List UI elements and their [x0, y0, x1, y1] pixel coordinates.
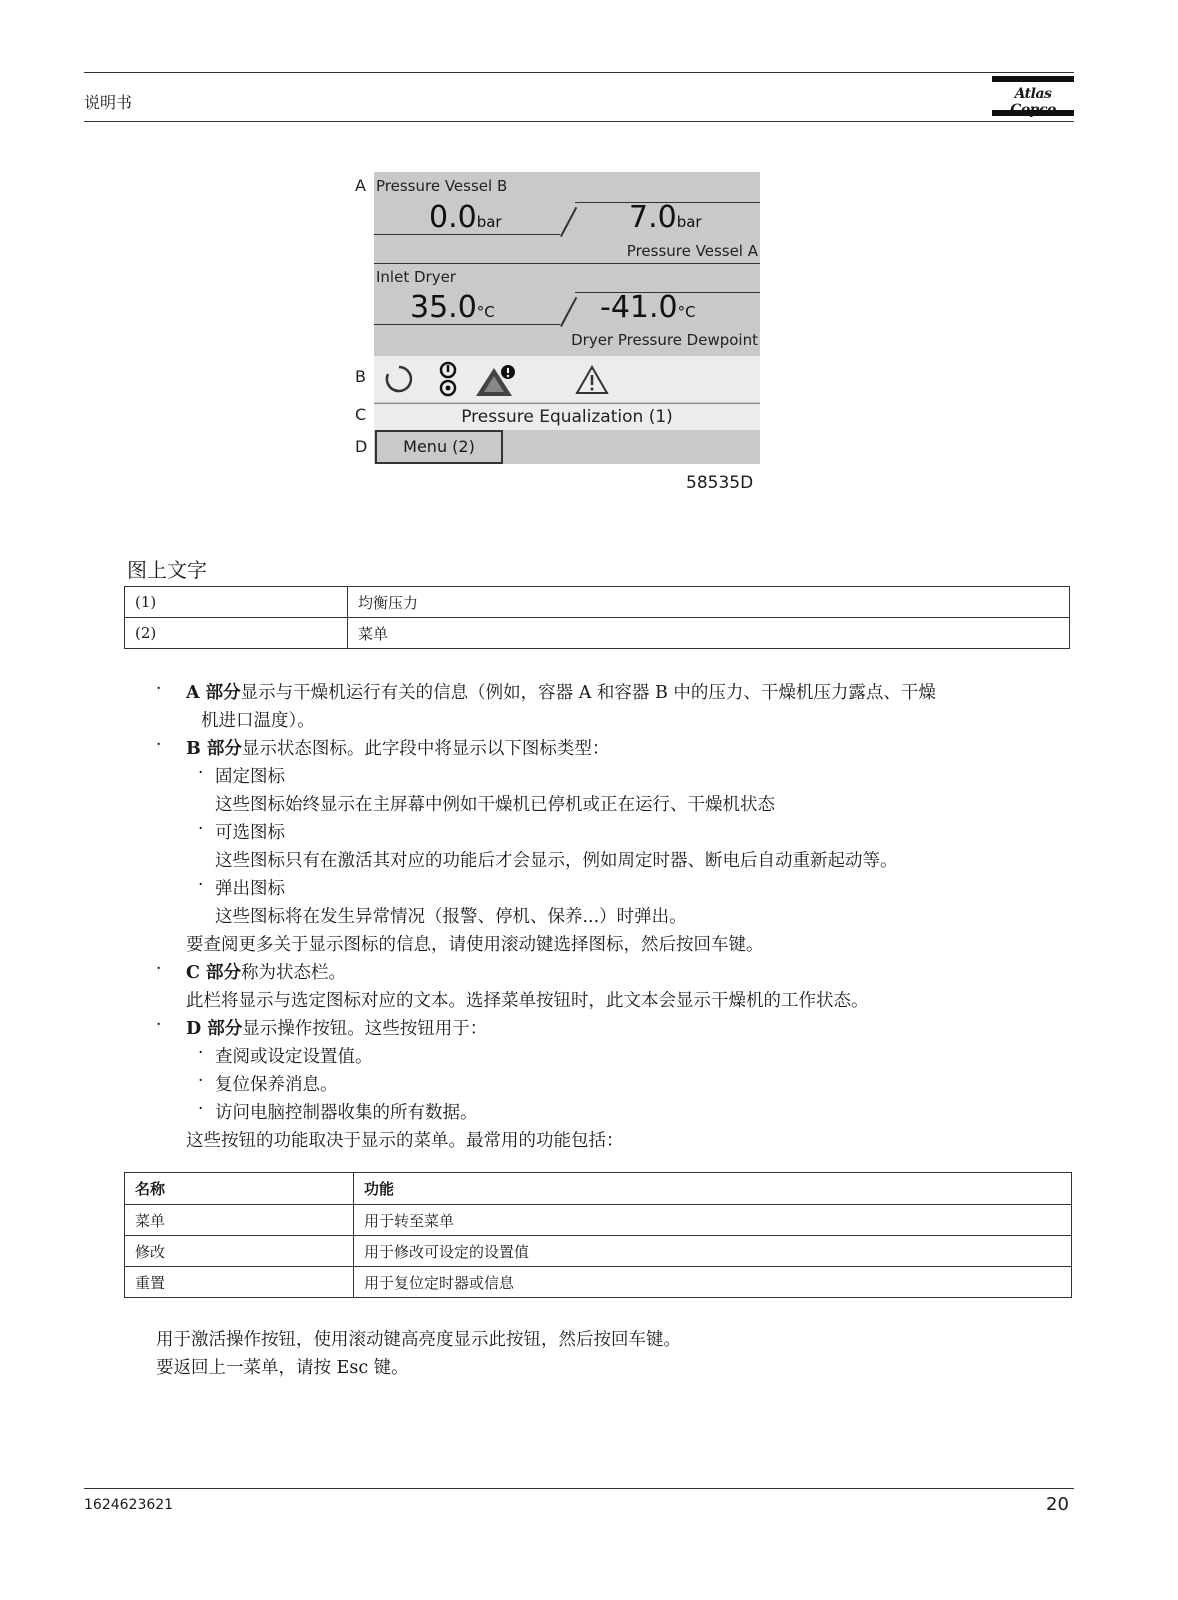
footer-rule [84, 1488, 1074, 1489]
figure-label-b: B [355, 367, 366, 386]
section-d-sub3: 访问电脑控制器收集的所有数据。 [215, 1103, 478, 1123]
section-b-note: 要查阅更多关于显示图标的信息，请使用滚动键选择图标，然后按回车键。 [186, 935, 764, 955]
section-a-line1 [186, 679, 936, 707]
closing-line1: 用于激活操作按钮，使用滚动键高亮度显示此按钮，然后按回车键。 [156, 1330, 681, 1350]
section-title: 图上文字 [127, 558, 207, 582]
section-a-panel [374, 172, 760, 354]
header-top-rule [84, 72, 1074, 73]
section-d-sub2: 复位保养消息。 [215, 1075, 338, 1095]
vessel-b-reading [429, 200, 502, 235]
legend-table [124, 586, 1070, 649]
function-name: 修改 [125, 1236, 354, 1267]
cycle-icon [384, 364, 414, 394]
table-row [125, 587, 1070, 618]
table-row [125, 1267, 1072, 1298]
controller-display [374, 172, 760, 464]
section-d-button-bar [374, 430, 760, 464]
legend-value: 菜单 [348, 618, 1070, 649]
menu-button-label: Menu (2) [403, 437, 475, 456]
vessel-b-label: Pressure Vessel B [376, 177, 508, 195]
vessel-a-reading [629, 200, 702, 235]
section-c-line2: 此栏将显示与选定图标对应的文本。选择菜单按钮时，此文本会显示干燥机的工作状态。 [186, 991, 869, 1011]
sub-bullet-dot: · [198, 763, 204, 783]
warning-triangle-icon [574, 364, 610, 396]
page-number: 20 [1046, 1494, 1069, 1515]
section-c-bold: C 部分 [186, 963, 242, 983]
vessel-a-unit: bar [676, 213, 702, 231]
inlet-unit: °C [476, 303, 495, 321]
section-a-text: 显示与干燥机运行有关的信息（例如，容器 A 和容器 B 中的压力、干燥机压力露点、干燥 [240, 683, 936, 703]
table-row [125, 618, 1070, 649]
header-title: 说明书 [84, 93, 133, 112]
bullet-dot: · [156, 1015, 162, 1035]
dewpoint-unit: °C [677, 303, 696, 321]
fixed-icons-text: 这些图标始终显示在主屏幕中例如干燥机已停机或正在运行、干燥机状态 [215, 795, 775, 815]
figure-code: 58535D [686, 473, 754, 493]
dewpoint-label: Dryer Pressure Dewpoint [571, 331, 758, 349]
function-name: 菜单 [125, 1205, 354, 1236]
legend-value: 均衡压力 [348, 587, 1070, 618]
section-a-mid-rule [374, 263, 760, 264]
vessel-b-underline [374, 234, 560, 235]
function-desc: 用于转至菜单 [354, 1205, 1072, 1236]
vessel-b-value: 0.0 [429, 200, 477, 235]
inlet-value: 35.0 [410, 290, 477, 325]
atlas-copco-logo [992, 76, 1074, 120]
function-desc: 用于修改可设定的设置值 [354, 1236, 1072, 1267]
section-b-line1 [186, 735, 609, 763]
vessel-b-unit: bar [476, 213, 502, 231]
sub-bullet-dot: · [198, 1099, 204, 1119]
dewpoint-reading [600, 290, 696, 325]
sub-bullet-dot: · [198, 1071, 204, 1091]
section-b-bold: B 部分 [186, 739, 242, 759]
column-header-function: 功能 [354, 1173, 1072, 1205]
vessel-divider-slash [560, 207, 577, 237]
bullet-dot: · [156, 679, 162, 699]
legend-key: (2) [125, 618, 348, 649]
menu-button[interactable] [375, 430, 503, 464]
section-d-bold: D 部分 [186, 1019, 243, 1039]
fixed-icons-heading: 固定图标 [215, 767, 285, 787]
section-d-sub1: 查阅或设定设置值。 [215, 1047, 373, 1067]
function-table [124, 1172, 1072, 1298]
optional-icons-heading: 可选图标 [215, 823, 285, 843]
figure-label-a: A [355, 176, 366, 195]
popup-icons-heading: 弹出图标 [215, 879, 285, 899]
dewpoint-divider-slash [560, 297, 577, 327]
legend-key: (1) [125, 587, 348, 618]
closing-line2: 要返回上一菜单，请按 Esc 键。 [156, 1358, 409, 1378]
figure-label-c: C [355, 405, 367, 424]
section-a-bold: A 部分 [186, 683, 241, 703]
header-bottom-rule [84, 121, 1074, 122]
inlet-dryer-label: Inlet Dryer [376, 268, 456, 286]
section-d-note: 这些按钮的功能取决于显示的菜单。最常用的功能包括： [186, 1131, 624, 1151]
status-text: Pressure Equalization (1) [461, 407, 673, 427]
function-desc: 用于复位定时器或信息 [354, 1267, 1072, 1298]
bullet-dot: · [156, 735, 162, 755]
table-header-row [125, 1173, 1072, 1205]
section-a-line2: 机进口温度）。 [201, 711, 315, 731]
section-c-status-bar [374, 403, 760, 430]
figure-label-d: D [355, 437, 368, 456]
brand-name: Atlas [1014, 86, 1052, 102]
section-c-text: 称为状态栏。 [241, 963, 347, 983]
function-name: 重置 [125, 1267, 354, 1298]
dewpoint-value: -41.0 [600, 290, 678, 325]
inlet-reading [410, 290, 495, 325]
vessel-a-label: Pressure Vessel A [626, 242, 758, 260]
section-b-text: 显示状态图标。此字段中将显示以下图标类型： [241, 739, 610, 759]
vessel-a-value: 7.0 [629, 200, 677, 235]
section-d-text: 显示操作按钮。这些按钮用于： [242, 1019, 488, 1039]
popup-icons-text: 这些图标将在发生异常情况（报警、停机、保养...）时弹出。 [215, 907, 687, 927]
table-row [125, 1205, 1072, 1236]
optional-icons-text: 这些图标只有在激活其对应的功能后才会显示，例如周定时器、断电后自动重新起动等。 [215, 851, 898, 871]
section-b-icon-bar [374, 356, 760, 402]
table-row [125, 1236, 1072, 1267]
sub-bullet-dot: · [198, 875, 204, 895]
sub-bullet-dot: · [198, 819, 204, 839]
start-stop-icon [436, 360, 460, 398]
bullet-dot: · [156, 959, 162, 979]
service-warning-icon [474, 362, 518, 398]
sub-bullet-dot: · [198, 1043, 204, 1063]
inlet-underline [374, 324, 560, 325]
doc-number: 1624623621 [84, 1497, 174, 1513]
section-d-line1 [186, 1015, 487, 1043]
column-header-name: 名称 [125, 1173, 354, 1205]
section-c-line1 [186, 959, 346, 987]
